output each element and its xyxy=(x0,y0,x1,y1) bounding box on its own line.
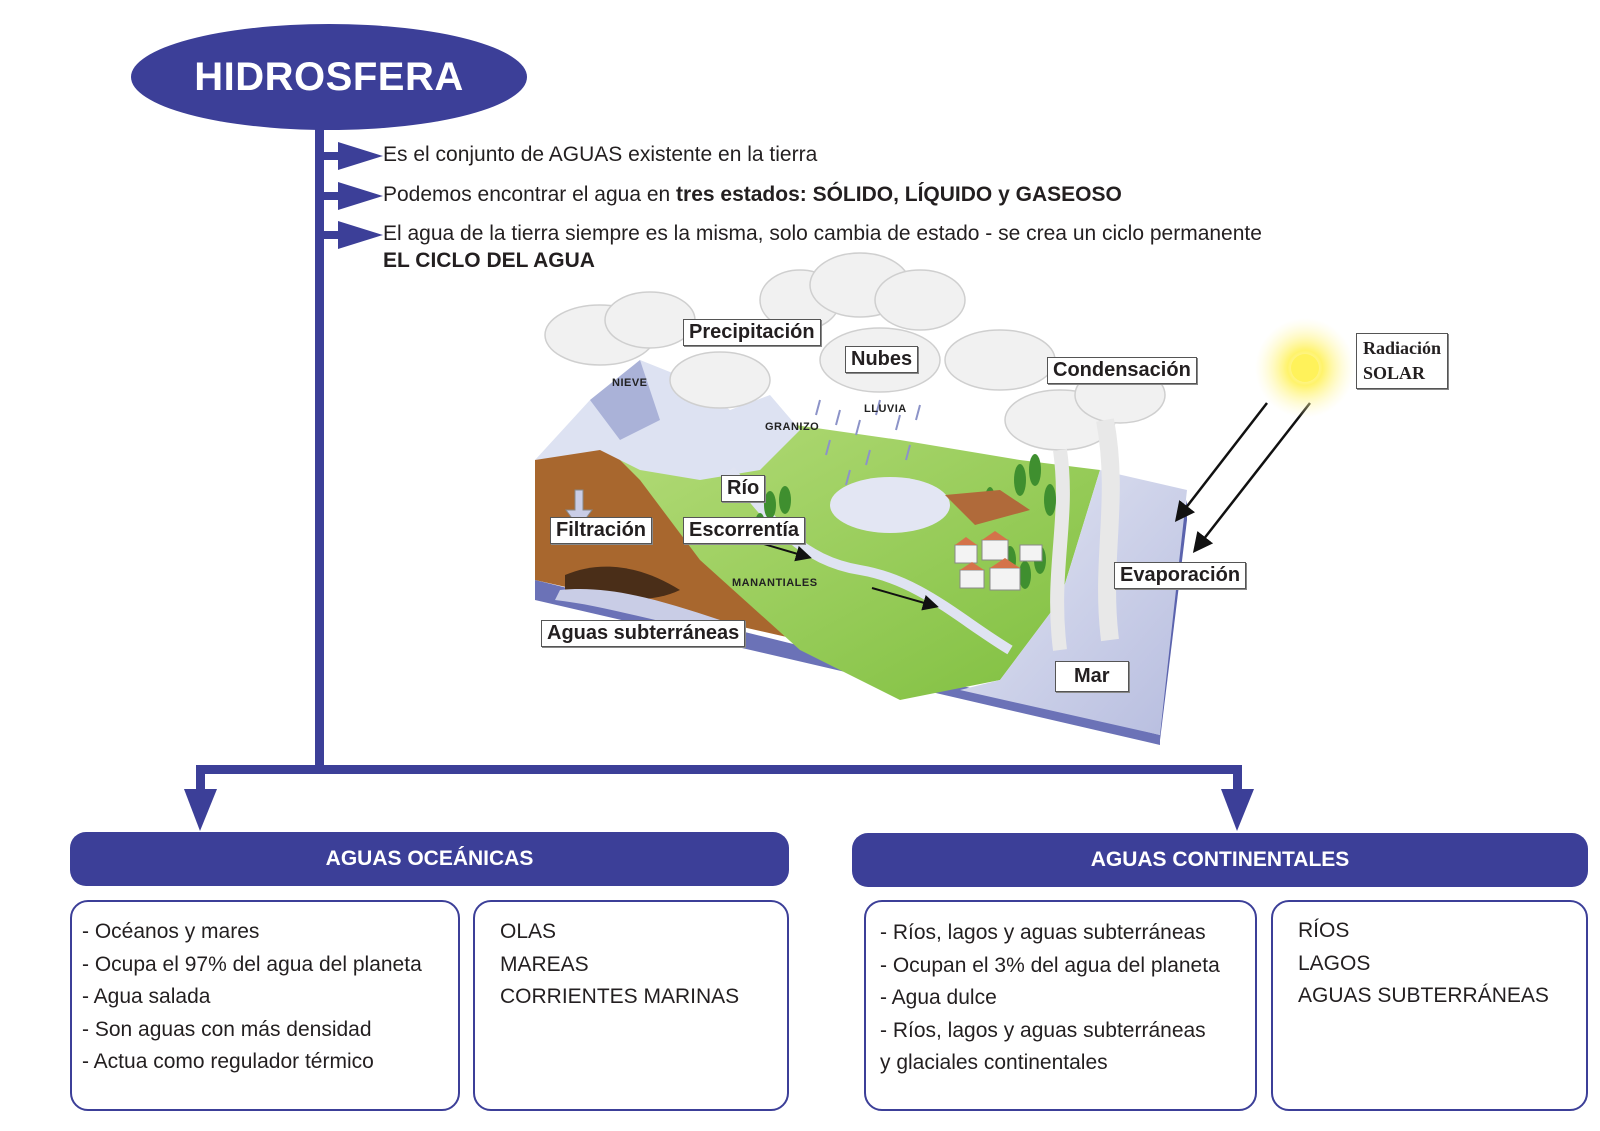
fact-2-bold-2: SÓLIDO, LÍQUIDO y GASEOSO xyxy=(812,183,1122,206)
label-granizo: GRANIZO xyxy=(765,421,820,433)
list-item: CORRIENTES MARINAS xyxy=(500,985,740,1008)
list-item: - Ocupa el 97% del agua del planeta xyxy=(82,952,422,976)
list-item: y glaciales continentales xyxy=(880,1051,1108,1074)
list-item: - Ocupan el 3% del agua del planeta xyxy=(880,953,1220,977)
header-aguas-oceanicas: AGUAS OCEÁNICAS xyxy=(70,832,789,886)
label-nubes: Nubes xyxy=(845,346,918,373)
list-item: - Actua como regulador térmico xyxy=(82,1050,374,1073)
oceanic-features-list xyxy=(82,916,458,1079)
label-evaporacion: Evaporación xyxy=(1114,562,1246,589)
box-continental-features xyxy=(864,900,1257,1111)
label-condensacion: Condensación xyxy=(1047,357,1197,384)
list-item: RÍOS xyxy=(1298,919,1350,942)
label-precipitacion: Precipitación xyxy=(683,319,821,346)
box-continental-types xyxy=(1271,900,1588,1111)
label-radiacion-line-1: Radiación xyxy=(1363,338,1442,358)
continental-types-list xyxy=(1298,915,1586,1013)
oceanic-types-list xyxy=(500,916,787,1014)
label-radiacion-line-2: SOLAR xyxy=(1363,363,1426,383)
box-oceanic-types xyxy=(473,900,789,1111)
list-item: AGUAS SUBTERRÁNEAS xyxy=(1298,984,1549,1007)
label-rio: Río xyxy=(721,475,765,502)
evaporation-column-2 xyxy=(1057,450,1063,650)
list-item: - Agua dulce xyxy=(880,986,997,1009)
list-item: LAGOS xyxy=(1298,951,1371,975)
continental-features-list xyxy=(880,917,1255,1080)
label-filtracion: Filtración xyxy=(550,517,652,544)
list-item: OLAS xyxy=(500,920,557,943)
label-lluvia: LLUVIA xyxy=(864,403,907,415)
label-manantiales: MANANTIALES xyxy=(732,577,818,589)
lake xyxy=(830,477,950,533)
list-item: - Son aguas con más densidad xyxy=(82,1017,372,1041)
label-nieve: NIEVE xyxy=(612,377,648,389)
label-mar: Mar xyxy=(1055,661,1129,692)
sun-ray-arrow-2 xyxy=(1196,403,1310,549)
header-aguas-continentales: AGUAS CONTINENTALES xyxy=(852,833,1588,887)
fact-3: El agua de la tierra siempre es la misma, solo cambia de estado - se crea un ciclo permanente xyxy=(383,222,1262,245)
fact-1: Es el conjunto de AGUAS existente en la tierra xyxy=(383,143,818,166)
fact-2-mid: : xyxy=(799,183,813,206)
fact-2-pre: Podemos encontrar el agua en xyxy=(383,183,677,206)
sun xyxy=(1291,354,1319,382)
list-item: - Ríos, lagos y aguas subterráneas xyxy=(880,921,1206,944)
label-aguas-subterraneas: Aguas subterráneas xyxy=(541,620,745,647)
page-title: HIDROSFERA xyxy=(194,54,464,99)
fact-3-bold: EL CICLO DEL AGUA xyxy=(383,249,595,272)
list-item: MAREAS xyxy=(500,952,589,976)
fact-2-bold-1: tres estados xyxy=(676,183,800,206)
label-escorrentia: Escorrentía xyxy=(683,517,805,544)
list-item: - Ríos, lagos y aguas subterráneas xyxy=(880,1018,1206,1042)
evaporation-column-1 xyxy=(1105,420,1111,640)
list-item: - Agua salada xyxy=(82,985,211,1008)
box-oceanic-features xyxy=(70,900,460,1111)
sun-ray-arrow-1 xyxy=(1178,403,1267,518)
label-radiacion-solar xyxy=(1356,333,1448,389)
list-item: - Océanos y mares xyxy=(82,920,260,943)
